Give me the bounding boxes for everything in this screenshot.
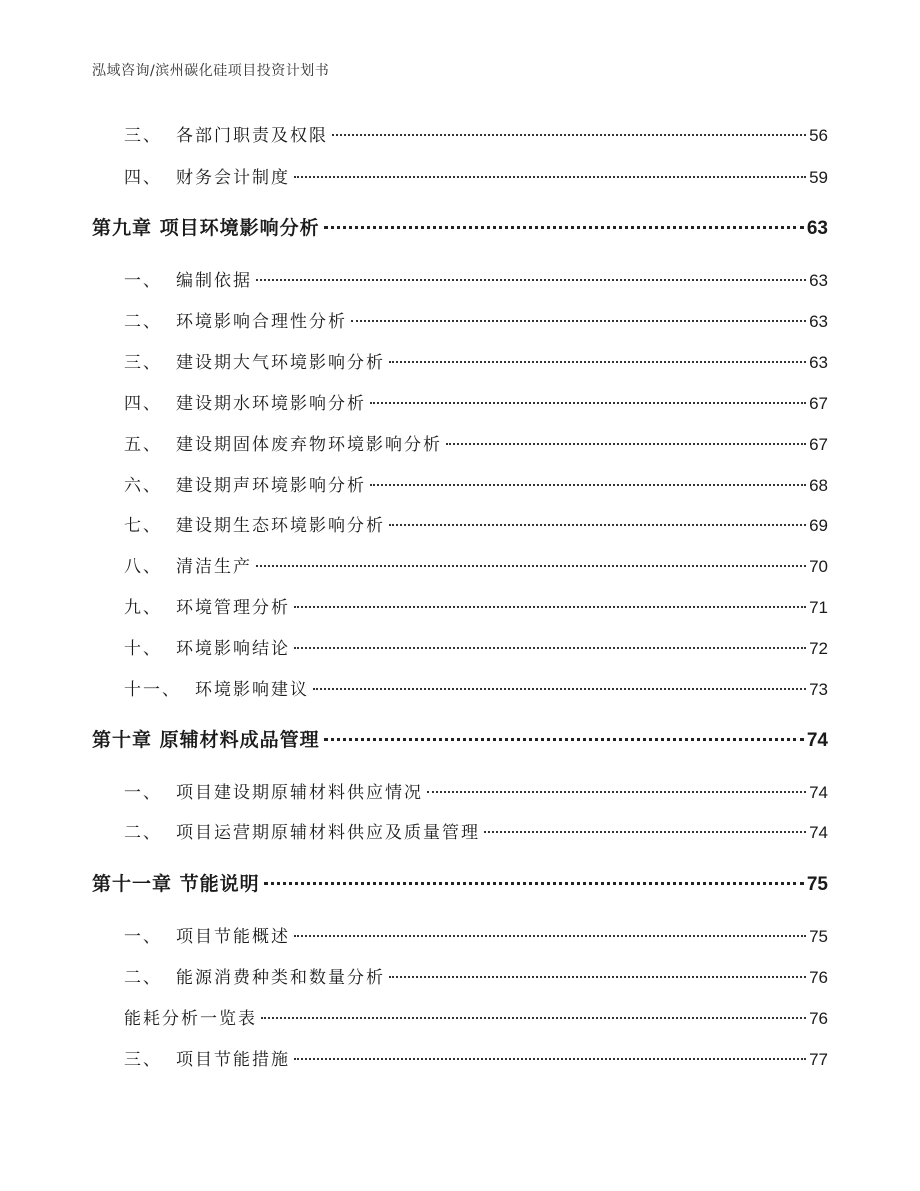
toc-chapter-entry[interactable] [92,725,828,751]
toc-section-entry[interactable] [124,307,828,333]
toc-page-number: 77 [809,1050,828,1069]
toc-entry-title: 环境管理分析 [176,598,290,618]
toc-chapter-entry[interactable] [92,869,828,895]
toc-entry-title: 能源消费种类和数量分析 [176,968,385,988]
toc-chapter-entry[interactable] [92,213,828,239]
dot-leader [389,361,806,363]
toc-page-number: 73 [809,680,828,699]
toc-section-entry[interactable] [124,266,828,292]
toc-entry-number: 二、 [124,968,162,988]
toc-entry-number: 三、 [124,353,162,373]
toc-entry-number: 七、 [124,516,162,536]
dot-leader [324,738,804,741]
toc-entry-title: 各部门职责及权限 [176,126,328,146]
toc-page-number: 74 [806,730,828,751]
toc-section-entry[interactable] [124,922,828,948]
toc-entry-title: 建设期固体废弃物环境影响分析 [176,435,442,455]
toc-entry-number: 十、 [124,639,162,659]
toc-entry-title: 项目运营期原辅材料供应及质量管理 [176,823,480,843]
toc-section-entry[interactable] [124,778,828,804]
dot-leader [294,606,806,608]
toc-section-entry[interactable] [124,818,828,844]
toc-page-number: 63 [806,218,828,239]
toc-entry-title: 项目节能概述 [176,927,290,947]
toc-section-entry[interactable] [124,163,828,189]
dot-leader [370,484,806,486]
toc-page-number: 71 [809,598,828,617]
toc-entry-title: 建设期大气环境影响分析 [176,353,385,373]
toc-section-entry[interactable] [124,593,828,619]
dot-leader [313,688,806,690]
toc-section-entry[interactable] [124,389,828,415]
toc-section-entry[interactable] [124,430,828,456]
toc-entry-title: 第九章 项目环境影响分析 [92,217,320,239]
toc-entry-title: 第十一章 节能说明 [92,873,260,895]
toc-entry-number: 二、 [124,823,162,843]
toc-page-number: 75 [806,874,828,895]
toc-entry-title: 项目节能措施 [176,1050,290,1070]
dot-leader [484,831,806,833]
dot-leader [389,524,806,526]
toc-page-number: 63 [809,271,828,290]
toc-page-number: 75 [809,927,828,946]
dot-leader [264,882,804,885]
toc-entry-number: 八、 [124,557,162,577]
toc-entry-number: 一、 [124,927,162,947]
toc-entry-title: 建设期生态环境影响分析 [176,516,385,536]
running-header: 泓域咨询/滨州碳化硅项目投资计划书 [92,63,330,79]
toc-entry-number: 四、 [124,168,162,188]
toc-entry-title: 清洁生产 [176,557,252,577]
toc-page-number: 67 [809,435,828,454]
toc-entry-title: 第十章 原辅材料成品管理 [92,729,320,751]
toc-entry-number: 六、 [124,476,162,496]
dot-leader [294,176,806,178]
dot-leader [389,976,806,978]
toc-section-entry[interactable] [124,634,828,660]
dot-leader [261,1017,806,1019]
toc-page-number: 70 [809,557,828,576]
toc-entry-number: 一、 [124,783,162,803]
toc-entry-number: 二、 [124,312,162,332]
dot-leader [294,1058,806,1060]
toc-section-entry[interactable] [124,511,828,537]
toc-page-number: 76 [809,1009,828,1028]
toc-page-number: 68 [809,476,828,495]
toc-section-entry[interactable] [124,1004,828,1030]
dot-leader [256,279,806,281]
dot-leader [332,134,806,136]
dot-leader [294,647,806,649]
dot-leader [427,791,806,793]
toc-entry-number: 十一、 [124,680,181,700]
toc-page-number: 63 [809,353,828,372]
dot-leader [351,320,806,322]
toc-page-number: 56 [809,126,828,145]
toc-entry-number: 三、 [124,126,162,146]
toc-entry-title: 环境影响结论 [176,639,290,659]
toc-page-number: 74 [809,823,828,842]
toc-entry-title: 建设期声环境影响分析 [176,476,366,496]
toc-entry-number: 三、 [124,1050,162,1070]
toc-page-number: 63 [809,312,828,331]
toc-page-number: 74 [809,783,828,802]
toc-page-number: 72 [809,639,828,658]
toc-page-number: 59 [809,168,828,187]
toc-page-number: 69 [809,516,828,535]
toc-entry-title: 环境影响建议 [195,680,309,700]
toc-entry-title: 建设期水环境影响分析 [176,394,366,414]
toc-section-entry[interactable] [124,471,828,497]
toc-entry-number: 五、 [124,435,162,455]
toc-page-number: 67 [809,394,828,413]
toc-page-number: 76 [809,968,828,987]
toc-entry-number: 四、 [124,394,162,414]
toc-section-entry[interactable] [124,348,828,374]
toc-entry-title: 项目建设期原辅材料供应情况 [176,783,423,803]
toc-section-entry[interactable] [124,1045,828,1071]
toc-section-entry[interactable] [124,121,828,147]
toc-entry-title: 财务会计制度 [176,168,290,188]
toc-section-entry[interactable] [124,675,828,701]
toc-entry-title: 编制依据 [176,271,252,291]
dot-leader [294,935,806,937]
toc-entry-number: 九、 [124,598,162,618]
toc-entry-title: 环境影响合理性分析 [176,312,347,332]
toc-entry-number: 一、 [124,271,162,291]
toc-section-entry[interactable] [124,552,828,578]
toc-entry-title: 能耗分析一览表 [124,1009,257,1029]
dot-leader [256,565,806,567]
dot-leader [370,402,806,404]
dot-leader [446,443,806,445]
dot-leader [324,226,804,229]
toc-section-entry[interactable] [124,963,828,989]
